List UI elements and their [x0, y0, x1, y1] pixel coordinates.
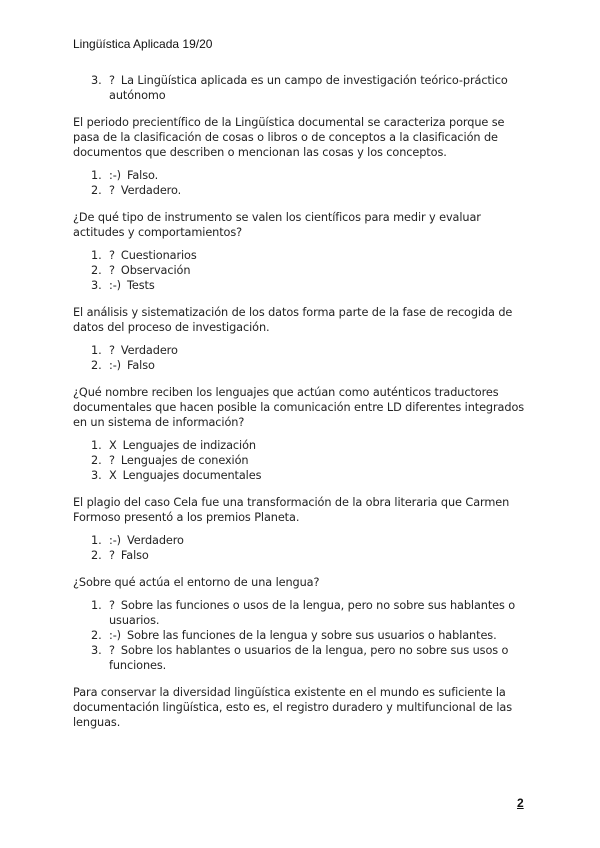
option-mark: ? [109, 549, 115, 562]
option-mark: ? [109, 599, 115, 612]
answer-list [73, 598, 533, 673]
option-mark: ? [109, 644, 115, 657]
answer-option [73, 643, 533, 673]
question-text: El plagio del caso Cela fue una transformación de la obra literaria que Carmen Formoso presentó a los premios Planeta. [73, 496, 510, 524]
option-number: 2. [91, 629, 102, 642]
option-number: 1. [91, 599, 102, 612]
option-mark: :-) [109, 169, 121, 182]
option-text: Lenguajes de indización [122, 439, 256, 452]
answer-list [73, 168, 533, 198]
answer-option [73, 598, 533, 628]
option-number: 3. [91, 644, 102, 657]
answer-option [73, 278, 533, 293]
option-number: 3. [91, 279, 102, 292]
option-number: 2. [91, 359, 102, 372]
option-text: Verdadero [127, 534, 184, 547]
option-text: Observación [120, 264, 191, 277]
answer-option [73, 438, 533, 453]
answer-list [73, 73, 533, 103]
option-number: 1. [91, 249, 102, 262]
option-text: Lenguajes de conexión [120, 454, 249, 467]
option-number: 2. [91, 184, 102, 197]
option-number: 1. [91, 344, 102, 357]
answer-option [73, 168, 533, 183]
option-text: Sobre las funciones de la lengua y sobre sus usuarios o hablantes. [127, 629, 497, 642]
answer-option [73, 468, 533, 483]
answer-option [73, 548, 533, 563]
option-number: 1. [91, 439, 102, 452]
answer-option [73, 343, 533, 358]
answer-list [73, 533, 533, 563]
option-number: 2. [91, 454, 102, 467]
option-mark: ? [109, 344, 115, 357]
answer-list [73, 343, 533, 373]
option-number: 1. [91, 534, 102, 547]
option-mark: X [109, 469, 117, 482]
option-mark: ? [109, 454, 115, 467]
answer-option [73, 183, 533, 198]
question-text: ¿Sobre qué actúa el entorno de una lengua? [73, 576, 320, 589]
question-text: Para conservar la diversidad lingüística existente en el mundo es suficiente la documentación lingüística, esto es, el registro duradero y multifuncional de las lenguas. [73, 686, 513, 729]
option-text: Verdadero. [120, 184, 182, 197]
option-text: Cuestionarios [120, 249, 197, 262]
answer-option [73, 263, 533, 278]
answer-option [73, 628, 533, 643]
answer-list [73, 248, 533, 293]
option-mark: ? [109, 249, 115, 262]
answer-option [73, 73, 533, 103]
answer-option [73, 358, 533, 373]
option-number: 1. [91, 169, 102, 182]
option-mark: :-) [109, 279, 121, 292]
option-mark: X [109, 439, 117, 452]
question-text: El análisis y sistematización de los datos forma parte de la fase de recogida de datos del proceso de investigación. [73, 306, 513, 334]
option-mark: :-) [109, 629, 121, 642]
option-number: 3. [91, 469, 102, 482]
option-text: Sobre los hablantes o usuarios de la lengua, pero no sobre sus usos o funciones. [109, 644, 509, 672]
page-number: 2 [517, 796, 524, 810]
answer-option [73, 533, 533, 548]
question-text: El periodo precientífico de la Lingüística documental se caracteriza porque se pasa de la clasificación de cosas o libros o de conceptos a la clasificación de documentos que describen o mencionan las cosas y los conceptos. [73, 116, 505, 159]
option-text: Falso [120, 549, 149, 562]
option-text: Falso [127, 359, 155, 372]
question-text: ¿Qué nombre reciben los lenguajes que actúan como auténticos traductores documentales que hacen posible la comunicación entre LD diferentes integrados en un sistema de información? [73, 386, 525, 429]
option-text: Tests [127, 279, 155, 292]
option-number: 2. [91, 549, 102, 562]
option-number: 3. [91, 74, 102, 87]
option-text: La Lingüística aplicada es un campo de investigación teórico-práctico autónomo [109, 74, 508, 102]
option-text: Verdadero [120, 344, 178, 357]
page-header: Lingüística Aplicada 19/20 [73, 37, 213, 51]
option-mark: ? [109, 184, 115, 197]
option-text: Lenguajes documentales [122, 469, 262, 482]
answer-option [73, 248, 533, 263]
option-text: Falso. [127, 169, 159, 182]
answer-option [73, 453, 533, 468]
option-mark: ? [109, 74, 115, 87]
option-mark: :-) [109, 534, 121, 547]
quiz-content [73, 73, 533, 730]
question-text: ¿De qué tipo de instrumento se valen los científicos para medir y evaluar actitudes y comportamientos? [73, 211, 481, 239]
option-text: Sobre las funciones o usos de la lengua, pero no sobre sus hablantes o usuarios. [109, 599, 516, 627]
option-mark: :-) [109, 359, 121, 372]
option-number: 2. [91, 264, 102, 277]
answer-list [73, 438, 533, 483]
option-mark: ? [109, 264, 115, 277]
